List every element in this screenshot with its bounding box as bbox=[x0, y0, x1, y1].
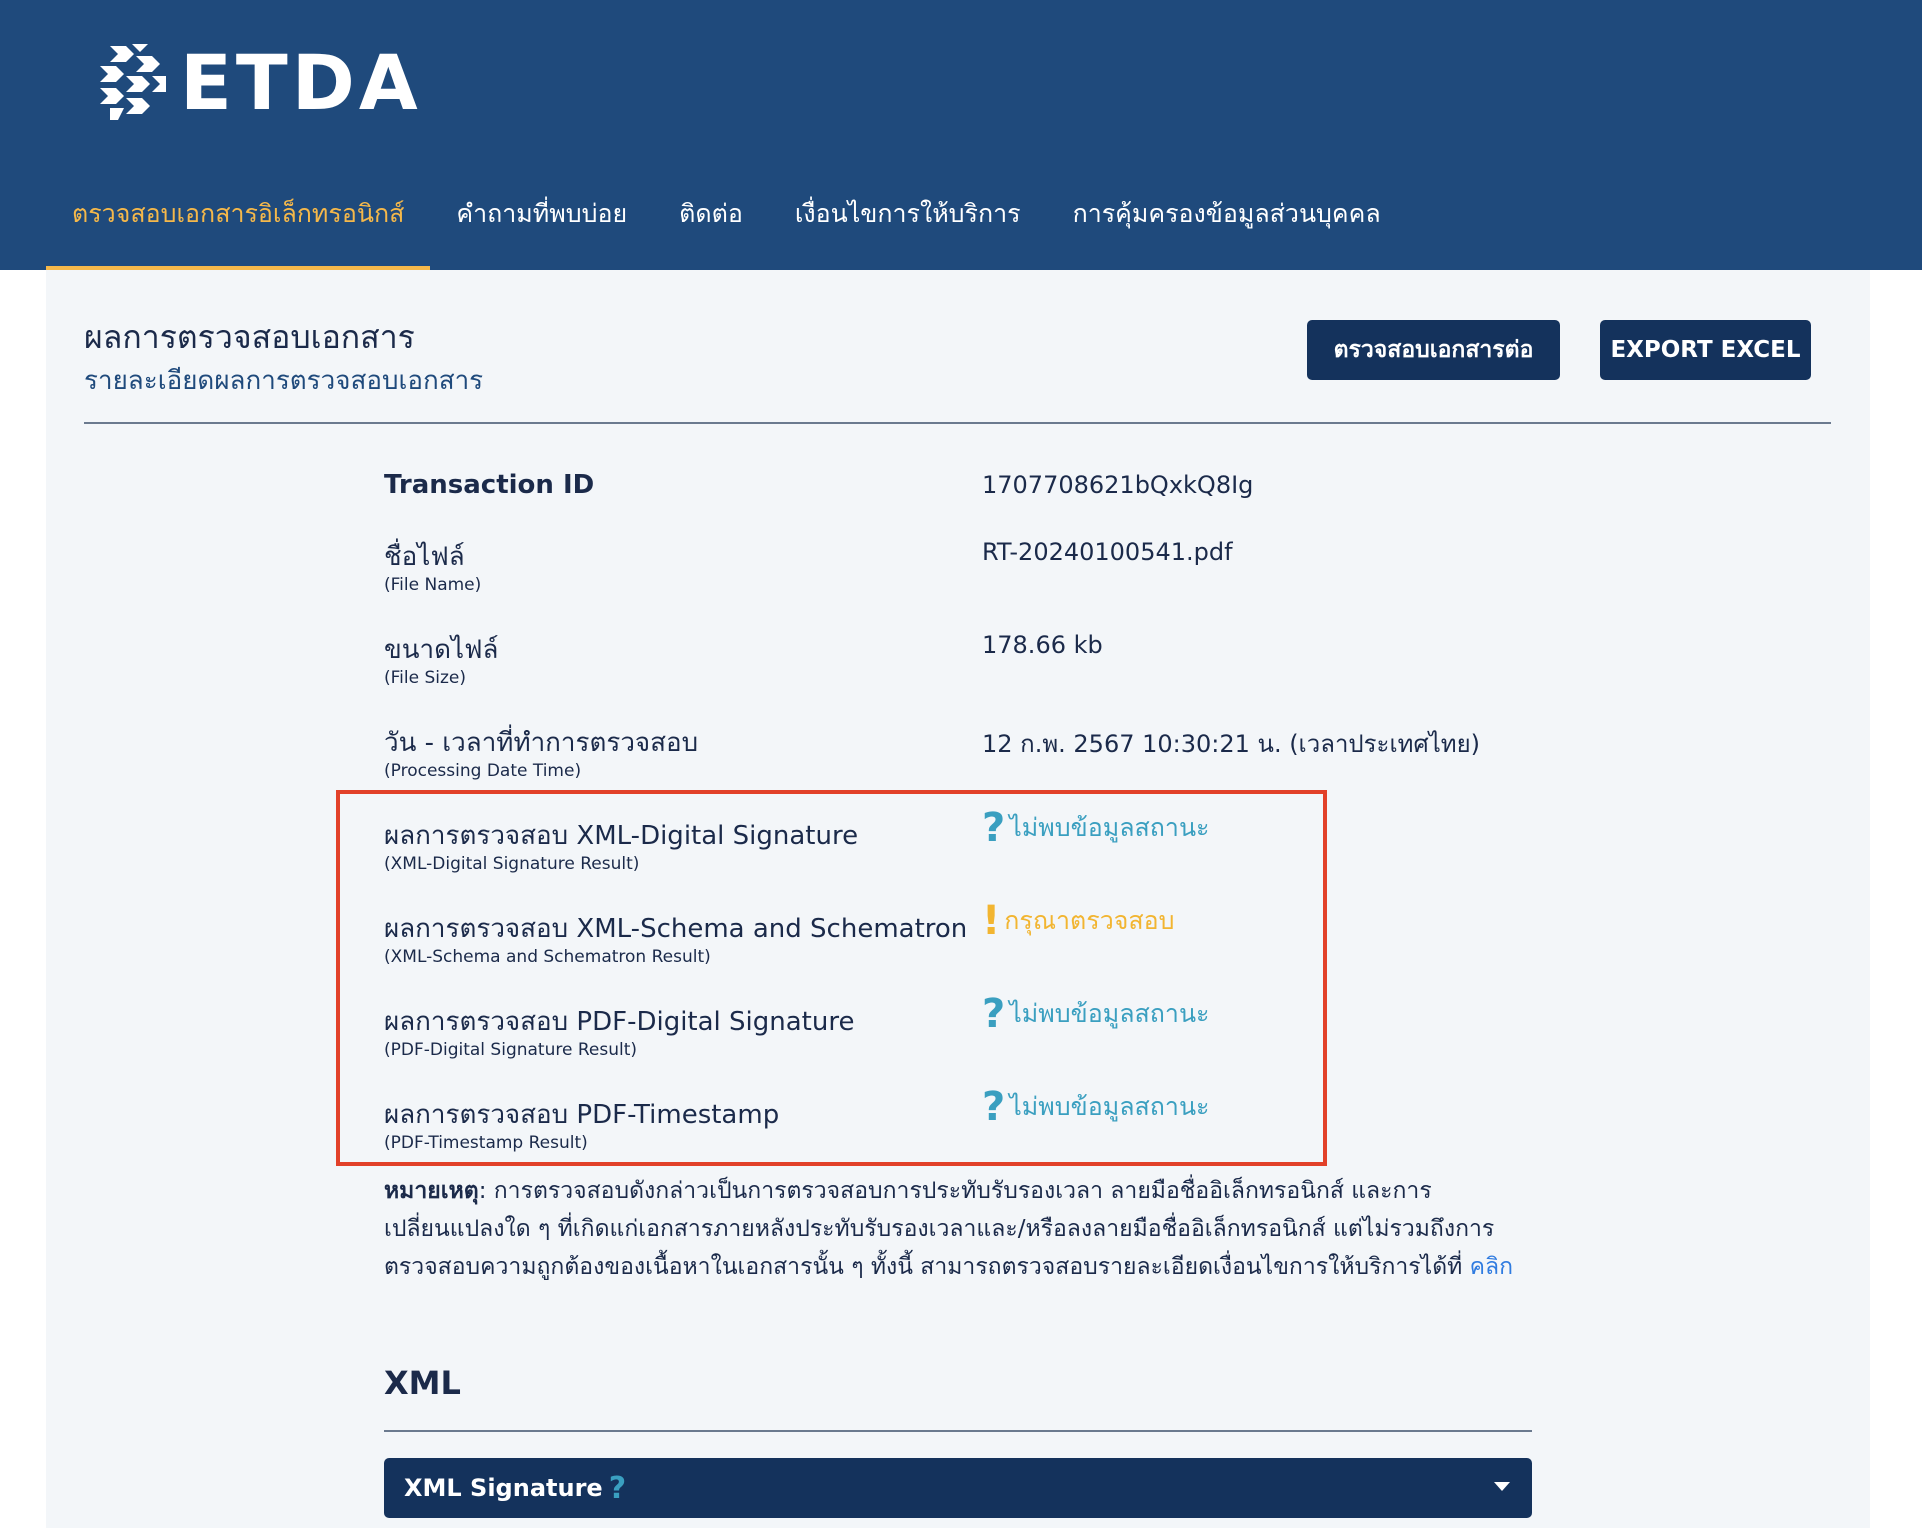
pdf-signature-result-label: ผลการตรวจสอบ PDF-Digital Signature bbox=[384, 1007, 855, 1037]
file-size-sublabel: (File Size) bbox=[384, 668, 467, 688]
xml-signature-accordion-title: XML Signature bbox=[404, 1474, 603, 1502]
etda-logo-icon bbox=[96, 42, 170, 124]
page-title: ผลการตรวจสอบเอกสาร bbox=[84, 318, 415, 356]
export-excel-button[interactable]: EXPORT EXCEL bbox=[1600, 320, 1811, 380]
pdf-signature-status bbox=[982, 991, 1210, 1037]
disclaimer-note bbox=[384, 1172, 1534, 1286]
exclamation-icon: ! bbox=[982, 898, 1001, 944]
site-header bbox=[0, 0, 1922, 270]
note-text: : การตรวจสอบดังกล่าวเป็นการตรวจสอบการประทับรับรองเวลา ลายมือชื่ออิเล็กทรอนิกส์ และการเปลี่ยนแปลงใด ๆ ที่เกิดแก่เอกสารภายหลังประทับรับรองเวลาและ/หรือลงลายมือชื่ออิเล็กทรอนิกส์ แต่ไม่รวมถึงการตรวจสอบความถูกต้องของเนื้อหาในเอกสารนั้น ๆ ทั้งนี้ สามารถตรวจสอบรายละเอียดเงื่อนไขการให้บริการได้ที่ bbox=[384, 1178, 1495, 1280]
xml-signature-result-label: ผลการตรวจสอบ XML-Digital Signature bbox=[384, 821, 859, 851]
processing-datetime-sublabel: (Processing Date Time) bbox=[384, 761, 582, 781]
xml-signature-result-sublabel: (XML-Digital Signature Result) bbox=[384, 854, 640, 874]
xml-schema-status bbox=[982, 898, 1175, 944]
pdf-signature-result-sublabel: (PDF-Digital Signature Result) bbox=[384, 1040, 637, 1060]
pdf-timestamp-status bbox=[982, 1084, 1210, 1130]
pdf-timestamp-status-text: ไม่พบข้อมูลสถานะ bbox=[1009, 1092, 1210, 1121]
xml-section-divider bbox=[384, 1430, 1532, 1432]
chevron-down-icon bbox=[1494, 1482, 1510, 1491]
terms-link[interactable]: คลิก bbox=[1469, 1254, 1514, 1280]
question-icon: ? bbox=[982, 805, 1006, 851]
pdf-timestamp-result-label: ผลการตรวจสอบ PDF-Timestamp bbox=[384, 1100, 780, 1130]
pdf-signature-status-text: ไม่พบข้อมูลสถานะ bbox=[1009, 999, 1210, 1028]
file-name-label: ชื่อไฟล์ bbox=[384, 542, 465, 572]
question-icon: ? bbox=[982, 991, 1006, 1037]
transaction-id-value: 1707708621bQxkQ8Ig bbox=[982, 471, 1254, 499]
header-divider bbox=[84, 422, 1831, 424]
nav-item-document-check[interactable]: ตรวจสอบเอกสารอิเล็กทรอนิกส์ bbox=[46, 175, 430, 270]
page-subtitle: รายละเอียดผลการตรวจสอบเอกสาร bbox=[84, 366, 484, 396]
nav-item-faq[interactable]: คำถามที่พบบ่อย bbox=[456, 199, 628, 228]
recheck-document-button[interactable]: ตรวจสอบเอกสารต่อ bbox=[1307, 320, 1560, 380]
file-size-value: 178.66 kb bbox=[982, 631, 1103, 659]
file-size-label: ขนาดไฟล์ bbox=[384, 635, 499, 665]
etda-logo[interactable] bbox=[96, 38, 422, 127]
main-nav bbox=[46, 175, 1407, 270]
pdf-timestamp-result-sublabel: (PDF-Timestamp Result) bbox=[384, 1133, 588, 1153]
xml-signature-status bbox=[982, 805, 1210, 851]
question-icon: ? bbox=[982, 1084, 1006, 1130]
xml-schema-result-label: ผลการตรวจสอบ XML-Schema and Schematron bbox=[384, 914, 968, 944]
file-name-sublabel: (File Name) bbox=[384, 575, 482, 595]
xml-section-heading: XML bbox=[384, 1364, 461, 1402]
transaction-id-label: Transaction ID bbox=[384, 470, 595, 500]
nav-item-privacy[interactable]: การคุ้มครองข้อมูลส่วนบุคคล bbox=[1072, 199, 1381, 228]
xml-schema-status-text: กรุณาตรวจสอบ bbox=[1004, 906, 1175, 935]
xml-schema-result-sublabel: (XML-Schema and Schematron Result) bbox=[384, 947, 711, 967]
nav-item-terms[interactable]: เงื่อนไขการให้บริการ bbox=[794, 199, 1021, 228]
xml-signature-accordion[interactable] bbox=[384, 1458, 1532, 1518]
note-label: หมายเหตุ bbox=[384, 1178, 479, 1204]
processing-datetime-label: วัน - เวลาที่ทำการตรวจสอบ bbox=[384, 728, 699, 758]
nav-item-contact[interactable]: ติดต่อ bbox=[679, 199, 743, 228]
xml-signature-status-text: ไม่พบข้อมูลสถานะ bbox=[1009, 813, 1210, 842]
processing-datetime-value: 12 ก.พ. 2567 10:30:21 น. (เวลาประเทศไทย) bbox=[982, 730, 1481, 758]
logo-text: ETDA bbox=[180, 38, 422, 127]
file-name-value: RT-20240100541.pdf bbox=[982, 538, 1233, 566]
help-icon[interactable]: ? bbox=[608, 1470, 627, 1506]
